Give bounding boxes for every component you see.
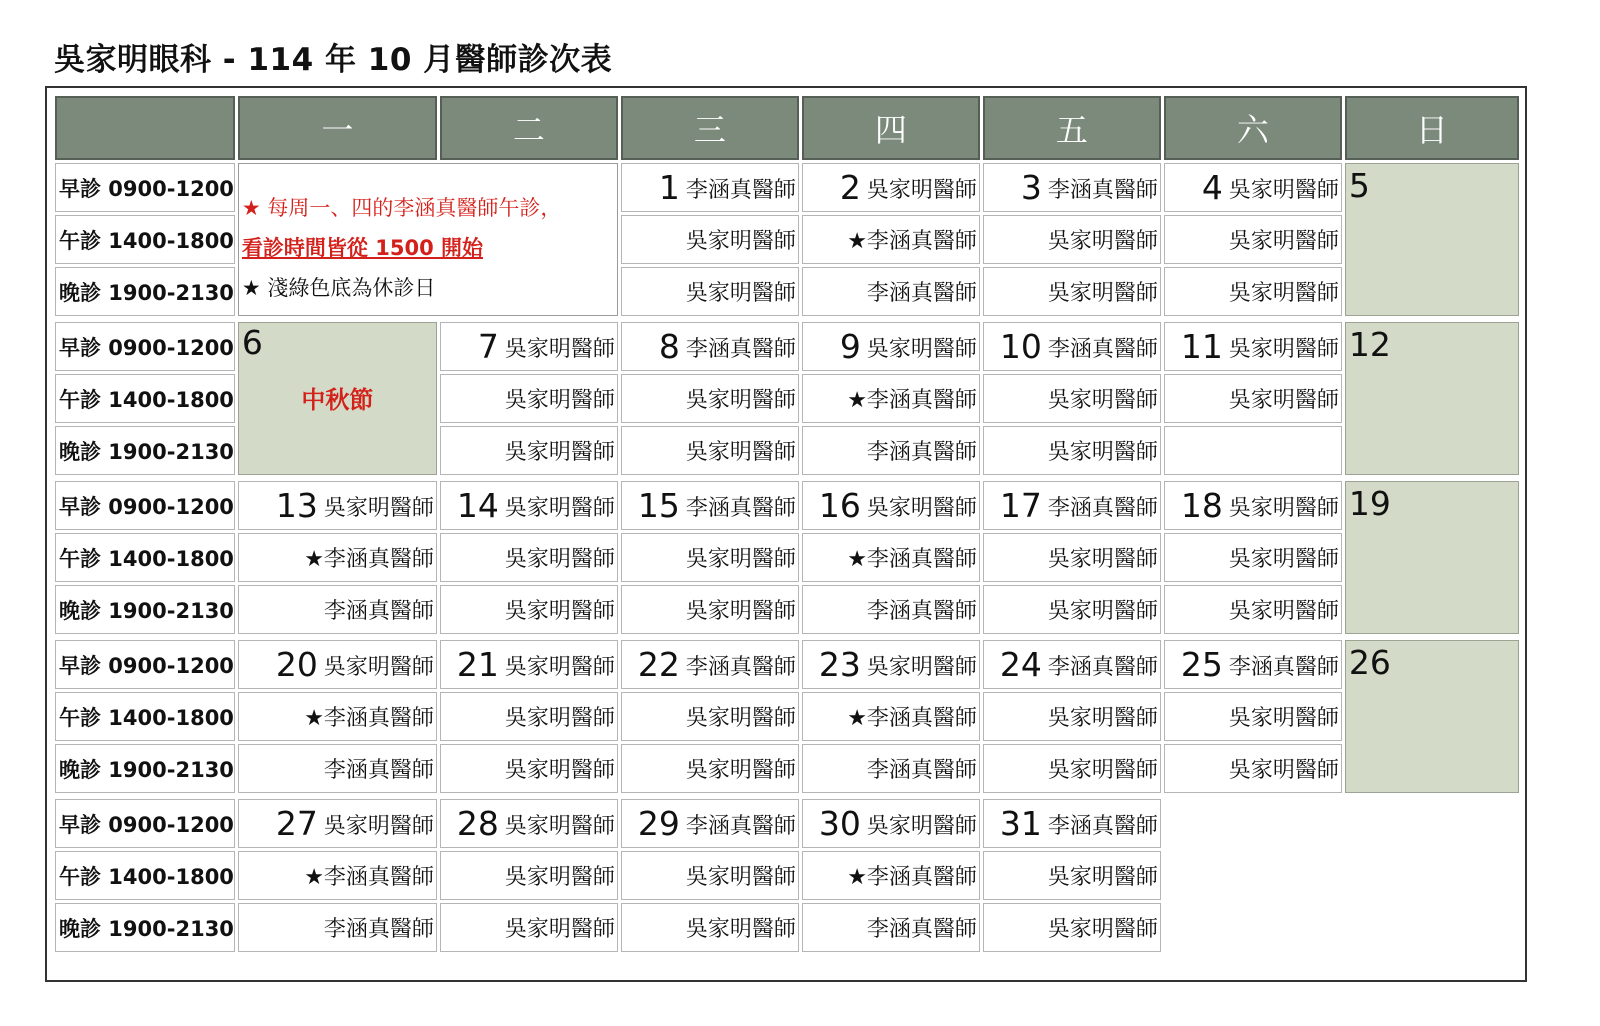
doctor-name: 吳家明醫師 bbox=[323, 814, 434, 839]
doctor-name: 李涵真醫師 bbox=[1047, 337, 1158, 362]
doctor-name: 李涵真醫師 bbox=[1228, 655, 1339, 680]
slot-row bbox=[55, 640, 1519, 689]
doctor-name: 吳家明醫師 bbox=[323, 496, 434, 521]
doctor-cell bbox=[238, 851, 437, 900]
slot-label: 早診 0900-1200 bbox=[55, 163, 235, 212]
doctor-cell bbox=[983, 903, 1161, 952]
doctor-cell bbox=[621, 692, 799, 741]
doctor-cell bbox=[1164, 426, 1342, 475]
doctor-name: 李涵真醫師 bbox=[866, 440, 977, 465]
note-line: ★ 每周一、四的李涵真醫師午診， bbox=[241, 196, 562, 220]
weekday-header: 日 bbox=[1345, 96, 1519, 160]
doctor-name: 吳家明醫師 bbox=[1228, 496, 1339, 521]
doctor-cell bbox=[621, 533, 799, 582]
doctor-name: 吳家明醫師 bbox=[504, 496, 615, 521]
schedule-grid bbox=[52, 93, 1522, 955]
doctor-cell bbox=[440, 851, 618, 900]
day-number: 18 bbox=[1180, 486, 1223, 525]
slot-label: 午診 1400-1800 bbox=[55, 851, 235, 900]
doctor-cell bbox=[802, 374, 980, 423]
doctor-cell bbox=[440, 374, 618, 423]
slot-label: 早診 0900-1200 bbox=[55, 640, 235, 689]
doctor-name: 吳家明醫師 bbox=[1047, 917, 1158, 942]
note-line: ★ 淺綠色底為休診日 bbox=[241, 276, 436, 300]
doctor-name: 李涵真醫師 bbox=[685, 655, 796, 680]
doctor-name: 李涵真醫師 bbox=[866, 758, 977, 783]
slot-label: 午診 1400-1800 bbox=[55, 215, 235, 264]
doctor-name: 吳家明醫師 bbox=[866, 496, 977, 521]
schedule-note bbox=[238, 163, 618, 316]
doctor-cell bbox=[440, 322, 618, 371]
doctor-cell bbox=[983, 163, 1161, 212]
doctor-cell bbox=[621, 163, 799, 212]
doctor-name: 李涵真醫師 bbox=[1047, 178, 1158, 203]
doctor-name: 李涵真醫師 bbox=[323, 599, 434, 624]
holiday-name: 中秋節 bbox=[301, 386, 374, 414]
doctor-cell bbox=[983, 533, 1161, 582]
doctor-cell bbox=[802, 640, 980, 689]
doctor-cell bbox=[621, 585, 799, 634]
doctor-cell bbox=[802, 481, 980, 530]
doctor-cell bbox=[802, 267, 980, 316]
doctor-cell bbox=[440, 640, 618, 689]
doctor-name: 吳家明醫師 bbox=[1228, 758, 1339, 783]
slot-label: 午診 1400-1800 bbox=[55, 533, 235, 582]
doctor-name: 李涵真醫師 bbox=[323, 758, 434, 783]
doctor-cell bbox=[440, 799, 618, 848]
closed-day-cell bbox=[1345, 163, 1519, 316]
doctor-name: 吳家明醫師 bbox=[685, 440, 796, 465]
weekday-header: 四 bbox=[802, 96, 980, 160]
day-number: 5 bbox=[1348, 166, 1370, 205]
doctor-cell bbox=[621, 322, 799, 371]
doctor-cell bbox=[983, 692, 1161, 741]
doctor-cell bbox=[440, 744, 618, 793]
empty-cell bbox=[1164, 799, 1519, 952]
doctor-name: 吳家明醫師 bbox=[866, 655, 977, 680]
closed-day-cell bbox=[1345, 322, 1519, 475]
header-corner bbox=[55, 96, 235, 160]
slot-label: 晚診 1900-2130 bbox=[55, 585, 235, 634]
doctor-name: 吳家明醫師 bbox=[504, 865, 615, 890]
note-line: 看診時間皆從 1500 開始 bbox=[241, 236, 483, 260]
doctor-name: 吳家明醫師 bbox=[1047, 229, 1158, 254]
doctor-name: 吳家明醫師 bbox=[685, 229, 796, 254]
slot-label: 晚診 1900-2130 bbox=[55, 426, 235, 475]
day-number: 13 bbox=[275, 486, 318, 525]
day-number: 20 bbox=[275, 645, 318, 684]
doctor-cell bbox=[440, 481, 618, 530]
doctor-cell bbox=[440, 426, 618, 475]
doctor-name: 吳家明醫師 bbox=[1228, 337, 1339, 362]
doctor-name: ★李涵真醫師 bbox=[847, 865, 977, 890]
doctor-name: 吳家明醫師 bbox=[685, 706, 796, 731]
page-title: 吳家明眼科 - 114 年 10 月醫師診次表 bbox=[54, 42, 613, 78]
doctor-name: 李涵真醫師 bbox=[685, 814, 796, 839]
day-number: 27 bbox=[275, 804, 318, 843]
doctor-name: 吳家明醫師 bbox=[685, 281, 796, 306]
slot-label: 晚診 1900-2130 bbox=[55, 903, 235, 952]
doctor-name: 吳家明醫師 bbox=[504, 388, 615, 413]
day-number: 23 bbox=[818, 645, 861, 684]
doctor-name: 吳家明醫師 bbox=[1228, 178, 1339, 203]
doctor-name: 吳家明醫師 bbox=[1047, 865, 1158, 890]
doctor-cell bbox=[238, 481, 437, 530]
doctor-cell bbox=[621, 851, 799, 900]
doctor-name: 吳家明醫師 bbox=[504, 706, 615, 731]
doctor-name: 吳家明醫師 bbox=[685, 599, 796, 624]
doctor-name: 吳家明醫師 bbox=[504, 917, 615, 942]
doctor-cell bbox=[983, 374, 1161, 423]
doctor-cell bbox=[983, 322, 1161, 371]
doctor-name: 吳家明醫師 bbox=[504, 337, 615, 362]
doctor-name: 李涵真醫師 bbox=[1047, 496, 1158, 521]
day-number: 16 bbox=[818, 486, 861, 525]
doctor-cell bbox=[802, 799, 980, 848]
doctor-cell bbox=[983, 585, 1161, 634]
doctor-name: 吳家明醫師 bbox=[1047, 758, 1158, 783]
slot-label: 早診 0900-1200 bbox=[55, 481, 235, 530]
slot-label: 晚診 1900-2130 bbox=[55, 744, 235, 793]
doctor-cell bbox=[1164, 692, 1342, 741]
doctor-name: ★李涵真醫師 bbox=[304, 865, 434, 890]
slot-row bbox=[55, 481, 1519, 530]
doctor-cell bbox=[238, 903, 437, 952]
doctor-name: ★李涵真醫師 bbox=[847, 547, 977, 572]
doctor-name: 吳家明醫師 bbox=[1047, 706, 1158, 731]
day-number: 31 bbox=[999, 804, 1042, 843]
doctor-cell bbox=[983, 426, 1161, 475]
doctor-cell bbox=[621, 426, 799, 475]
doctor-cell bbox=[621, 744, 799, 793]
doctor-cell bbox=[238, 692, 437, 741]
doctor-cell bbox=[802, 744, 980, 793]
day-number: 24 bbox=[999, 645, 1042, 684]
doctor-name: ★李涵真醫師 bbox=[847, 388, 977, 413]
day-number: 1 bbox=[658, 168, 680, 207]
doctor-name: 吳家明醫師 bbox=[504, 814, 615, 839]
doctor-cell bbox=[1164, 374, 1342, 423]
doctor-name: 李涵真醫師 bbox=[1047, 814, 1158, 839]
doctor-cell bbox=[1164, 163, 1342, 212]
doctor-name: ★李涵真醫師 bbox=[847, 706, 977, 731]
doctor-name: 吳家明醫師 bbox=[685, 388, 796, 413]
doctor-name: 吳家明醫師 bbox=[866, 814, 977, 839]
doctor-cell bbox=[802, 322, 980, 371]
slot-label: 早診 0900-1200 bbox=[55, 799, 235, 848]
day-number: 30 bbox=[818, 804, 861, 843]
slot-row bbox=[55, 533, 1519, 582]
doctor-cell bbox=[802, 426, 980, 475]
doctor-cell bbox=[440, 903, 618, 952]
slot-row bbox=[55, 322, 1519, 371]
doctor-cell bbox=[238, 640, 437, 689]
day-number: 10 bbox=[999, 327, 1042, 366]
doctor-cell bbox=[1164, 640, 1342, 689]
doctor-name: 吳家明醫師 bbox=[1047, 281, 1158, 306]
doctor-cell bbox=[1164, 481, 1342, 530]
doctor-name: 李涵真醫師 bbox=[866, 917, 977, 942]
doctor-cell bbox=[440, 585, 618, 634]
doctor-name: ★李涵真醫師 bbox=[847, 229, 977, 254]
slot-row bbox=[55, 744, 1519, 793]
day-number: 7 bbox=[477, 327, 499, 366]
weekday-header: 五 bbox=[983, 96, 1161, 160]
doctor-name: 李涵真醫師 bbox=[866, 599, 977, 624]
doctor-name: 吳家明醫師 bbox=[1228, 599, 1339, 624]
doctor-cell bbox=[802, 533, 980, 582]
day-number: 9 bbox=[839, 327, 861, 366]
doctor-cell bbox=[983, 851, 1161, 900]
doctor-name: ★李涵真醫師 bbox=[304, 706, 434, 731]
doctor-name: 李涵真醫師 bbox=[1047, 655, 1158, 680]
doctor-name: 李涵真醫師 bbox=[685, 337, 796, 362]
doctor-cell bbox=[983, 267, 1161, 316]
doctor-name: 吳家明醫師 bbox=[1047, 440, 1158, 465]
doctor-cell bbox=[238, 533, 437, 582]
day-number: 11 bbox=[1180, 327, 1223, 366]
weekday-header-row bbox=[55, 96, 1519, 160]
day-number: 2 bbox=[839, 168, 861, 207]
day-number: 15 bbox=[637, 486, 680, 525]
weekday-header: 六 bbox=[1164, 96, 1342, 160]
doctor-cell bbox=[621, 799, 799, 848]
doctor-name: 李涵真醫師 bbox=[323, 917, 434, 942]
doctor-cell bbox=[802, 851, 980, 900]
doctor-cell bbox=[238, 585, 437, 634]
slot-row bbox=[55, 585, 1519, 634]
doctor-cell bbox=[1164, 215, 1342, 264]
doctor-name: 李涵真醫師 bbox=[685, 496, 796, 521]
doctor-name: 吳家明醫師 bbox=[866, 337, 977, 362]
doctor-cell bbox=[1164, 322, 1342, 371]
day-number: 26 bbox=[1348, 643, 1391, 682]
day-number: 29 bbox=[637, 804, 680, 843]
holiday-cell bbox=[238, 322, 437, 475]
day-number: 14 bbox=[456, 486, 499, 525]
slot-label: 午診 1400-1800 bbox=[55, 374, 235, 423]
doctor-cell bbox=[983, 640, 1161, 689]
doctor-cell bbox=[802, 903, 980, 952]
slot-row bbox=[55, 163, 1519, 212]
slot-row bbox=[55, 692, 1519, 741]
doctor-name: 吳家明醫師 bbox=[1228, 281, 1339, 306]
day-number: 12 bbox=[1348, 325, 1391, 364]
doctor-name: 吳家明醫師 bbox=[1228, 388, 1339, 413]
doctor-cell bbox=[802, 585, 980, 634]
slot-row bbox=[55, 799, 1519, 848]
slot-label: 午診 1400-1800 bbox=[55, 692, 235, 741]
day-number: 3 bbox=[1020, 168, 1042, 207]
doctor-cell bbox=[802, 163, 980, 212]
day-number: 8 bbox=[658, 327, 680, 366]
doctor-name: 吳家明醫師 bbox=[866, 178, 977, 203]
doctor-name: 吳家明醫師 bbox=[323, 655, 434, 680]
day-number: 22 bbox=[637, 645, 680, 684]
doctor-cell bbox=[983, 215, 1161, 264]
doctor-cell bbox=[621, 215, 799, 264]
slot-label: 早診 0900-1200 bbox=[55, 322, 235, 371]
doctor-name: 吳家明醫師 bbox=[1047, 388, 1158, 413]
doctor-cell bbox=[621, 481, 799, 530]
doctor-cell bbox=[621, 374, 799, 423]
doctor-name: ★李涵真醫師 bbox=[304, 547, 434, 572]
doctor-cell bbox=[983, 481, 1161, 530]
doctor-cell bbox=[440, 533, 618, 582]
doctor-cell bbox=[440, 692, 618, 741]
doctor-name: 吳家明醫師 bbox=[685, 547, 796, 572]
doctor-name: 吳家明醫師 bbox=[504, 599, 615, 624]
doctor-name: 吳家明醫師 bbox=[685, 917, 796, 942]
day-number: 6 bbox=[241, 323, 263, 362]
doctor-name: 吳家明醫師 bbox=[1047, 547, 1158, 572]
doctor-name: 吳家明醫師 bbox=[1047, 599, 1158, 624]
doctor-cell bbox=[621, 267, 799, 316]
doctor-cell bbox=[802, 692, 980, 741]
doctor-cell bbox=[621, 640, 799, 689]
doctor-name: 吳家明醫師 bbox=[685, 758, 796, 783]
doctor-name: 吳家明醫師 bbox=[1228, 706, 1339, 731]
doctor-cell bbox=[238, 744, 437, 793]
doctor-cell bbox=[1164, 267, 1342, 316]
doctor-name: 李涵真醫師 bbox=[685, 178, 796, 203]
weekday-header: 二 bbox=[440, 96, 618, 160]
doctor-cell bbox=[621, 903, 799, 952]
doctor-cell bbox=[983, 799, 1161, 848]
day-number: 4 bbox=[1201, 168, 1223, 207]
day-number: 28 bbox=[456, 804, 499, 843]
day-number: 17 bbox=[999, 486, 1042, 525]
schedule-table bbox=[45, 86, 1527, 982]
doctor-name: 李涵真醫師 bbox=[866, 281, 977, 306]
doctor-name: 吳家明醫師 bbox=[504, 440, 615, 465]
doctor-cell bbox=[1164, 744, 1342, 793]
doctor-cell bbox=[1164, 585, 1342, 634]
doctor-cell bbox=[238, 799, 437, 848]
doctor-name: 吳家明醫師 bbox=[685, 865, 796, 890]
doctor-cell bbox=[802, 215, 980, 264]
day-number: 25 bbox=[1180, 645, 1223, 684]
closed-day-cell bbox=[1345, 640, 1519, 793]
slot-label: 晚診 1900-2130 bbox=[55, 267, 235, 316]
doctor-cell bbox=[1164, 533, 1342, 582]
closed-day-cell bbox=[1345, 481, 1519, 634]
doctor-name: 吳家明醫師 bbox=[504, 547, 615, 572]
day-number: 19 bbox=[1348, 484, 1391, 523]
doctor-name: 吳家明醫師 bbox=[504, 758, 615, 783]
doctor-name: 吳家明醫師 bbox=[1228, 229, 1339, 254]
doctor-name: 吳家明醫師 bbox=[504, 655, 615, 680]
doctor-cell bbox=[983, 744, 1161, 793]
weekday-header: 三 bbox=[621, 96, 799, 160]
day-number: 21 bbox=[456, 645, 499, 684]
doctor-name: 吳家明醫師 bbox=[1228, 547, 1339, 572]
weekday-header: 一 bbox=[238, 96, 437, 160]
